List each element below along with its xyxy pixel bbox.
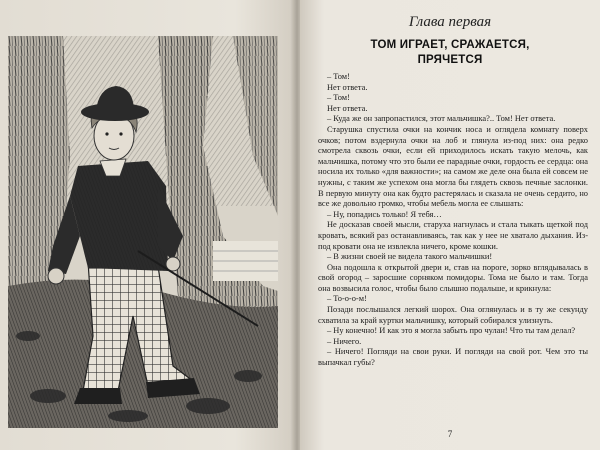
paragraph: – Куда же он запропастился, этот мальчишка?.. Том! Нет ответа.	[327, 114, 556, 124]
paragraph: Нет ответа.	[327, 82, 368, 92]
paragraph: Нет ответа.	[327, 103, 368, 113]
boy-fishing-illustration	[8, 36, 278, 428]
chapter-title	[300, 38, 600, 68]
paragraph: – Том!	[327, 93, 350, 103]
paragraph: Не досказав своей мысли, старуха нагнулась и стала тыкать щеткой под кровать, всякий раз останавливаясь, так как у нее не хватало дыхания. Из-под кровати она не извлекла ничего, кроме кошки.	[318, 220, 588, 251]
paragraph: – В жизни своей не видела такого мальчишки!	[327, 252, 493, 262]
paragraph: – То-о-о-м!	[327, 294, 367, 304]
paragraph: – Ну, попадись только! Я тебя…	[327, 209, 442, 219]
paragraph: Она подошла к открытой двери и, став на пороге, зорко вглядывалась в свой огород – заросшие сорняком помидоры. Тома не было и там. Тогда она возвысила голос, чтобы было слышно подальше, и крикнула:	[318, 262, 588, 293]
paragraph: – Том!	[327, 72, 350, 81]
chapter-body-text	[318, 72, 588, 369]
paragraph: – Ну конечно! И как это я могла забыть про чулан! Что ты там делал?	[327, 326, 576, 336]
page-number: 7	[447, 429, 453, 439]
chapter-title-line-2: ПРЯЧЕТСЯ	[417, 54, 483, 66]
paragraph: – Ничего.	[327, 336, 362, 346]
chapter-title-line-1: ТОМ ИГРАЕТ, СРАЖАЕТСЯ,	[370, 39, 530, 51]
left-page	[0, 0, 294, 450]
paragraph: Старушка спустила очки на кончик носа и оглядела комнату поверх очков; потом вздернула очки на лоб и глянула из-под них: она редко смотрела сквозь очки, если ей приходилось искать такую мелочь, как мальчишка, потому что это были ее парадные очки, гордость ее сердца: она носила их только «для важности»; на самом же деле она была ей совсем не нужны, с таким же успехом она могла бы глядеть сквозь печные заслонки. В первую минуту она как будто растерялась и сказала не очень сердито, но все же довольно громко, чтобы мебель могла ее слышать:	[318, 124, 588, 209]
chapter-heading: Глава первая	[408, 14, 492, 30]
paragraph: – Ничего! Погляди на свои руки. И погляди на свой рот. Чем это ты выпачкал губы?	[318, 347, 588, 368]
paragraph: Позади послышался легкий шорох. Она оглянулась и в ту же секунду схватила за край куртки мальчишку, который собирался улизнуть.	[318, 305, 588, 325]
